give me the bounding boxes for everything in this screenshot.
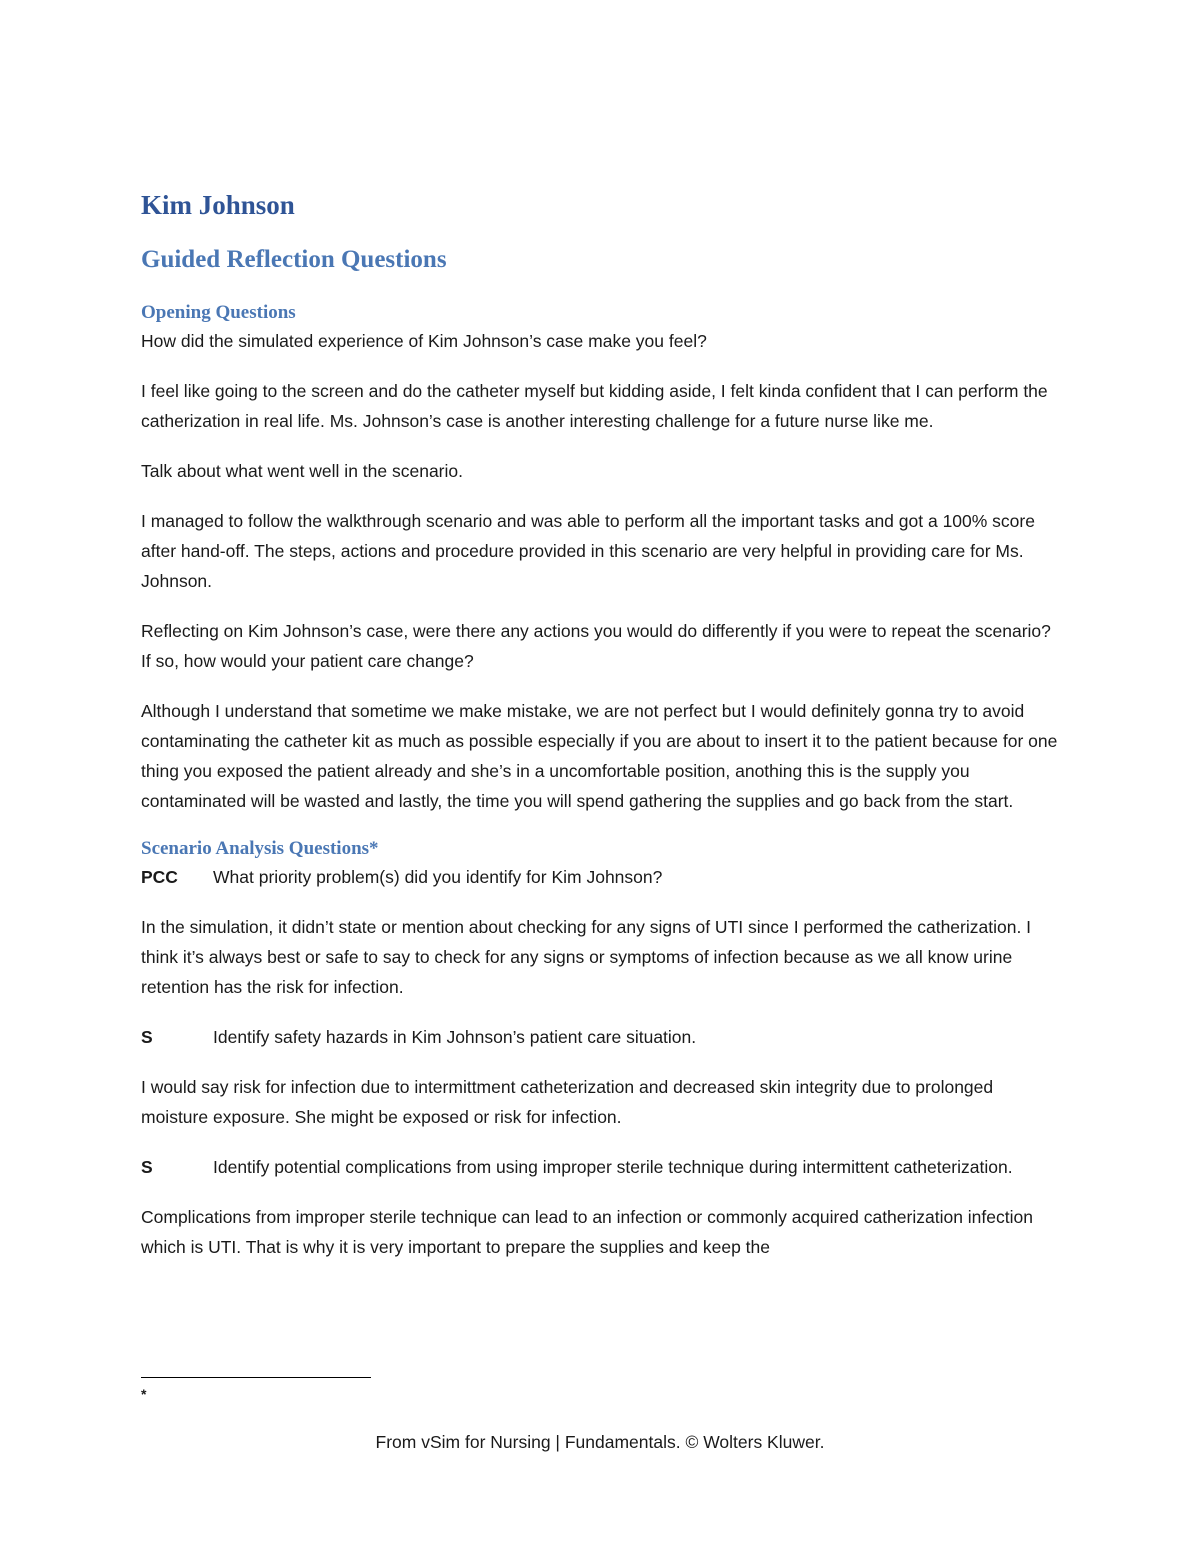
analysis-question-row (141, 1152, 1061, 1182)
opening-answer-1: I feel like going to the screen and do the catheter myself but kidding aside, I felt kinda confident that I can perform the catherization in real life. Ms. Johnson’s case is another interesting challenge for a future nurse like me. (141, 381, 1048, 431)
document-subtitle: Guided Reflection Questions (141, 246, 447, 273)
analysis-question-row (141, 862, 1061, 892)
opening-questions-heading: Opening Questions (141, 302, 296, 323)
page-footer: From vSim for Nursing | Fundamentals. © Wolters Kluwer. (375, 1432, 825, 1452)
question-code: S (141, 1027, 153, 1047)
document-body (141, 300, 1061, 1262)
analysis-question-3: Identify potential complications from using improper sterile technique during intermittent catheterization. (213, 1157, 1013, 1177)
footnote-divider (141, 1377, 371, 1378)
opening-answer-2: I managed to follow the walkthrough scenario and was able to perform all the important tasks and got a 100% score after hand-off. The steps, actions and procedure provided in this scenario are very helpful in providing care for Ms. Johnson. (141, 511, 1035, 591)
opening-question-2: Talk about what went well in the scenario. (141, 461, 463, 481)
question-code: PCC (141, 867, 178, 887)
opening-question-3: Reflecting on Kim Johnson’s case, were there any actions you would do differently if you were to repeat the scenario? If so, how would your patient care change? (141, 621, 1051, 671)
opening-answer-3: Although I understand that sometime we make mistake, we are not perfect but I would definitely gonna try to avoid contaminating the catheter kit as much as possible especially if you are about to insert it to the patient because for one thing you exposed the patient already and she’s in a uncomfortable position, anothing this is the supply you contaminated will be wasted and lastly, the time you will spend gathering the supplies and go back from the start. (141, 701, 1058, 811)
question-code: S (141, 1157, 153, 1177)
analysis-answer-1: In the simulation, it didn’t state or mention about checking for any signs of UTI since I performed the catherization. I think it’s always best or safe to say to check for any signs or symptoms of infection because as we all know urine retention has the risk for infection. (141, 917, 1032, 997)
analysis-question-2: Identify safety hazards in Kim Johnson’s patient care situation. (213, 1027, 697, 1047)
analysis-question-row (141, 1022, 1061, 1052)
opening-question-1: How did the simulated experience of Kim Johnson’s case make you feel? (141, 331, 707, 351)
scenario-analysis-heading: Scenario Analysis Questions* (141, 838, 379, 859)
footnote-marker: * (141, 1386, 147, 1402)
document-title: Kim Johnson (141, 190, 295, 220)
analysis-answer-2: I would say risk for infection due to intermittment catheterization and decreased skin integrity due to prolonged moisture exposure. She might be exposed or risk for infection. (141, 1077, 994, 1127)
analysis-question-1: What priority problem(s) did you identify for Kim Johnson? (213, 867, 663, 887)
analysis-answer-3: Complications from improper sterile technique can lead to an infection or commonly acquired catherization infection which is UTI. That is why it is very important to prepare the supplies and keep the (141, 1207, 1033, 1257)
